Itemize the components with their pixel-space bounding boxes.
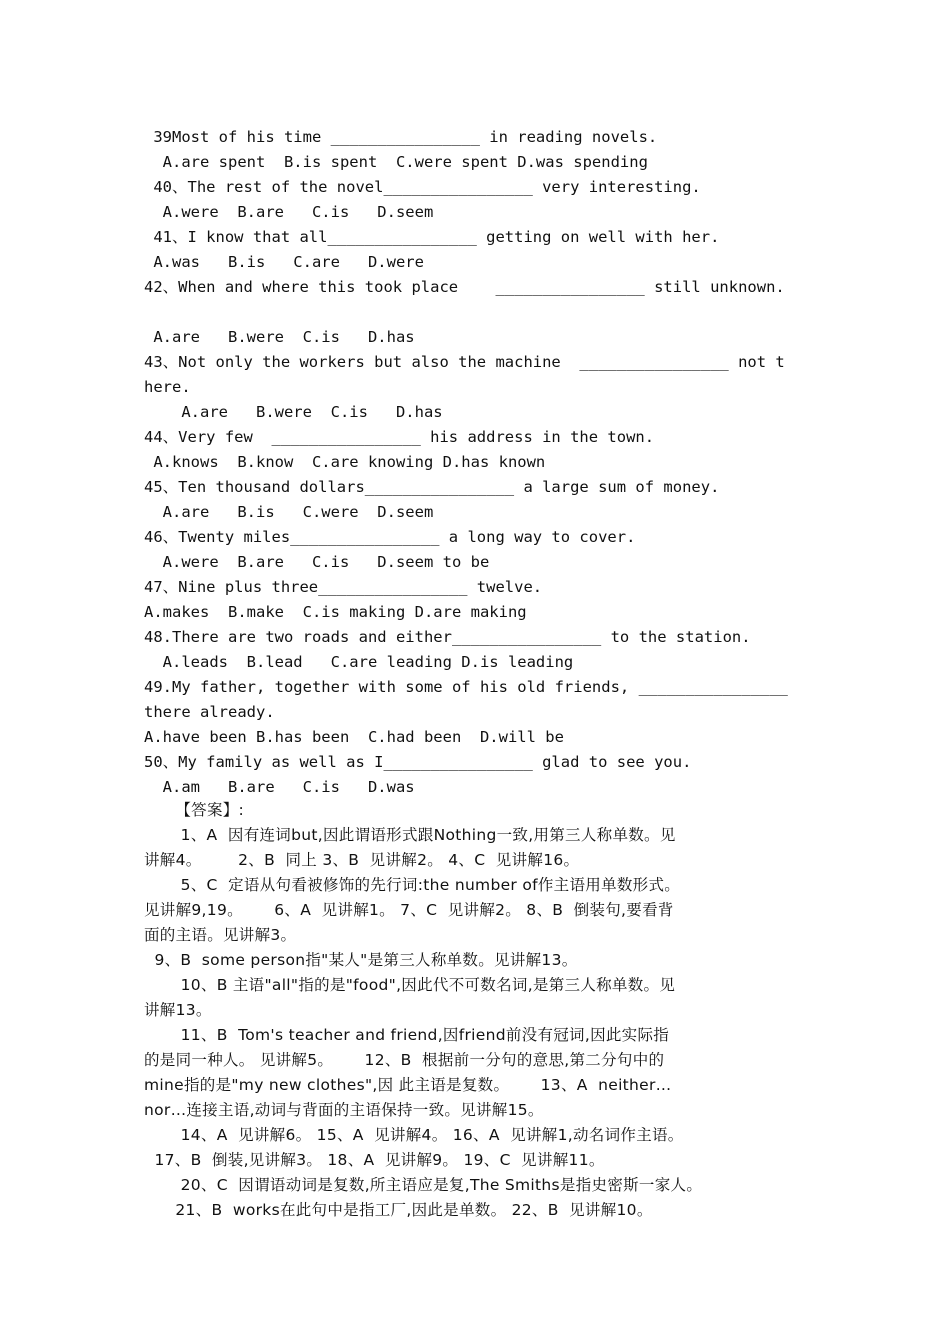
question-49-options: A.have been B.has been C.had been D.will be	[144, 728, 564, 746]
answer-line: 的是同一种人。 见讲解5。 12、B 根据前一分句的意思,第二分句中的	[144, 1051, 665, 1069]
question-39: 39Most of his time ________________ in reading novels.	[144, 128, 658, 146]
question-41: 41、I know that all________________ getting on well with her.	[144, 228, 720, 246]
answer-line: 讲解13。	[144, 1001, 212, 1019]
question-46-options: A.were B.are C.is D.seem to be	[144, 553, 490, 571]
answer-line: 见讲解9,19。 6、A 见讲解1。 7、C 见讲解2。 8、B 倒装句,要看背	[144, 901, 674, 919]
answer-line: 5、C 定语从句看被修饰的先行词:the number of作主语用单数形式。	[144, 876, 681, 894]
question-49-cont: there already.	[144, 703, 275, 721]
answer-line: 14、A 见讲解6。 15、A 见讲解4。 16、A 见讲解1,动名词作主语。	[144, 1126, 684, 1144]
question-45: 45、Ten thousand dollars________________ a large sum of money.	[144, 478, 720, 496]
question-44-options: A.knows B.know C.are knowing D.has known	[144, 453, 546, 471]
answer-line: 11、B Tom's teacher and friend,因friend前没有冠词,因此实际指	[144, 1026, 670, 1044]
answer-line: 9、B some person指"某人"是第三人称单数。见讲解13。	[144, 951, 578, 969]
question-42: 42、When and where this took place ________________ still unknown.	[144, 278, 785, 296]
question-43-options: A.are B.were C.is D.has	[144, 403, 443, 421]
question-47-options: A.makes B.make C.is making D.are making	[144, 603, 527, 621]
answer-line: 1、A 因有连词but,因此谓语形式跟Nothing一致,用第三人称单数。见	[144, 826, 676, 844]
question-48: 48.There are two roads and either________________ to the station.	[144, 628, 751, 646]
question-39-options: A.are spent B.is spent C.were spent D.was spending	[144, 153, 648, 171]
question-46: 46、Twenty miles________________ a long way to cover.	[144, 528, 636, 546]
answer-line: nor…连接主语,动词与背面的主语保持一致。见讲解15。	[144, 1101, 544, 1119]
question-47: 47、Nine plus three________________ twelve.	[144, 578, 543, 596]
question-43: 43、Not only the workers but also the machine ________________ not t	[144, 353, 785, 371]
question-49: 49.My father, together with some of his old friends, ________________	[144, 678, 788, 696]
question-48-options: A.leads B.lead C.are leading D.is leading	[144, 653, 574, 671]
question-50-options: A.am B.are C.is D.was	[144, 778, 415, 796]
question-40-options: A.were B.are C.is D.seem	[144, 203, 434, 221]
question-43-cont: here.	[144, 378, 191, 396]
answer-line: 20、C 因谓语动词是复数,所主语应是复,The Smiths是指史密斯一家人。	[144, 1176, 703, 1194]
question-50: 50、My family as well as I________________ glad to see you.	[144, 753, 692, 771]
answer-line: 讲解4。 2、B 同上 3、B 见讲解2。 4、C 见讲解16。	[144, 851, 580, 869]
question-41-options: A.was B.is C.are D.were	[144, 253, 424, 271]
answer-line: 21、B works在此句中是指工厂,因此是单数。 22、B 见讲解10。	[144, 1201, 653, 1219]
question-42-options: A.are B.were C.is D.has	[144, 328, 415, 346]
question-40: 40、The rest of the novel________________ very interesting.	[144, 178, 701, 196]
question-44: 44、Very few ________________ his address in the town.	[144, 428, 655, 446]
answer-line: 面的主语。见讲解3。	[144, 926, 297, 944]
answer-heading: 【答案】:	[144, 801, 245, 819]
answer-line: 17、B 倒装,见讲解3。 18、A 见讲解9。 19、C 见讲解11。	[144, 1151, 605, 1169]
answer-line: 10、B 主语"all"指的是"food",因此代不可数名词,是第三人称单数。见	[144, 976, 676, 994]
question-45-options: A.are B.is C.were D.seem	[144, 503, 434, 521]
answer-line: mine指的是"my new clothes",因 此主语是复数。 13、A neither…	[144, 1076, 672, 1094]
